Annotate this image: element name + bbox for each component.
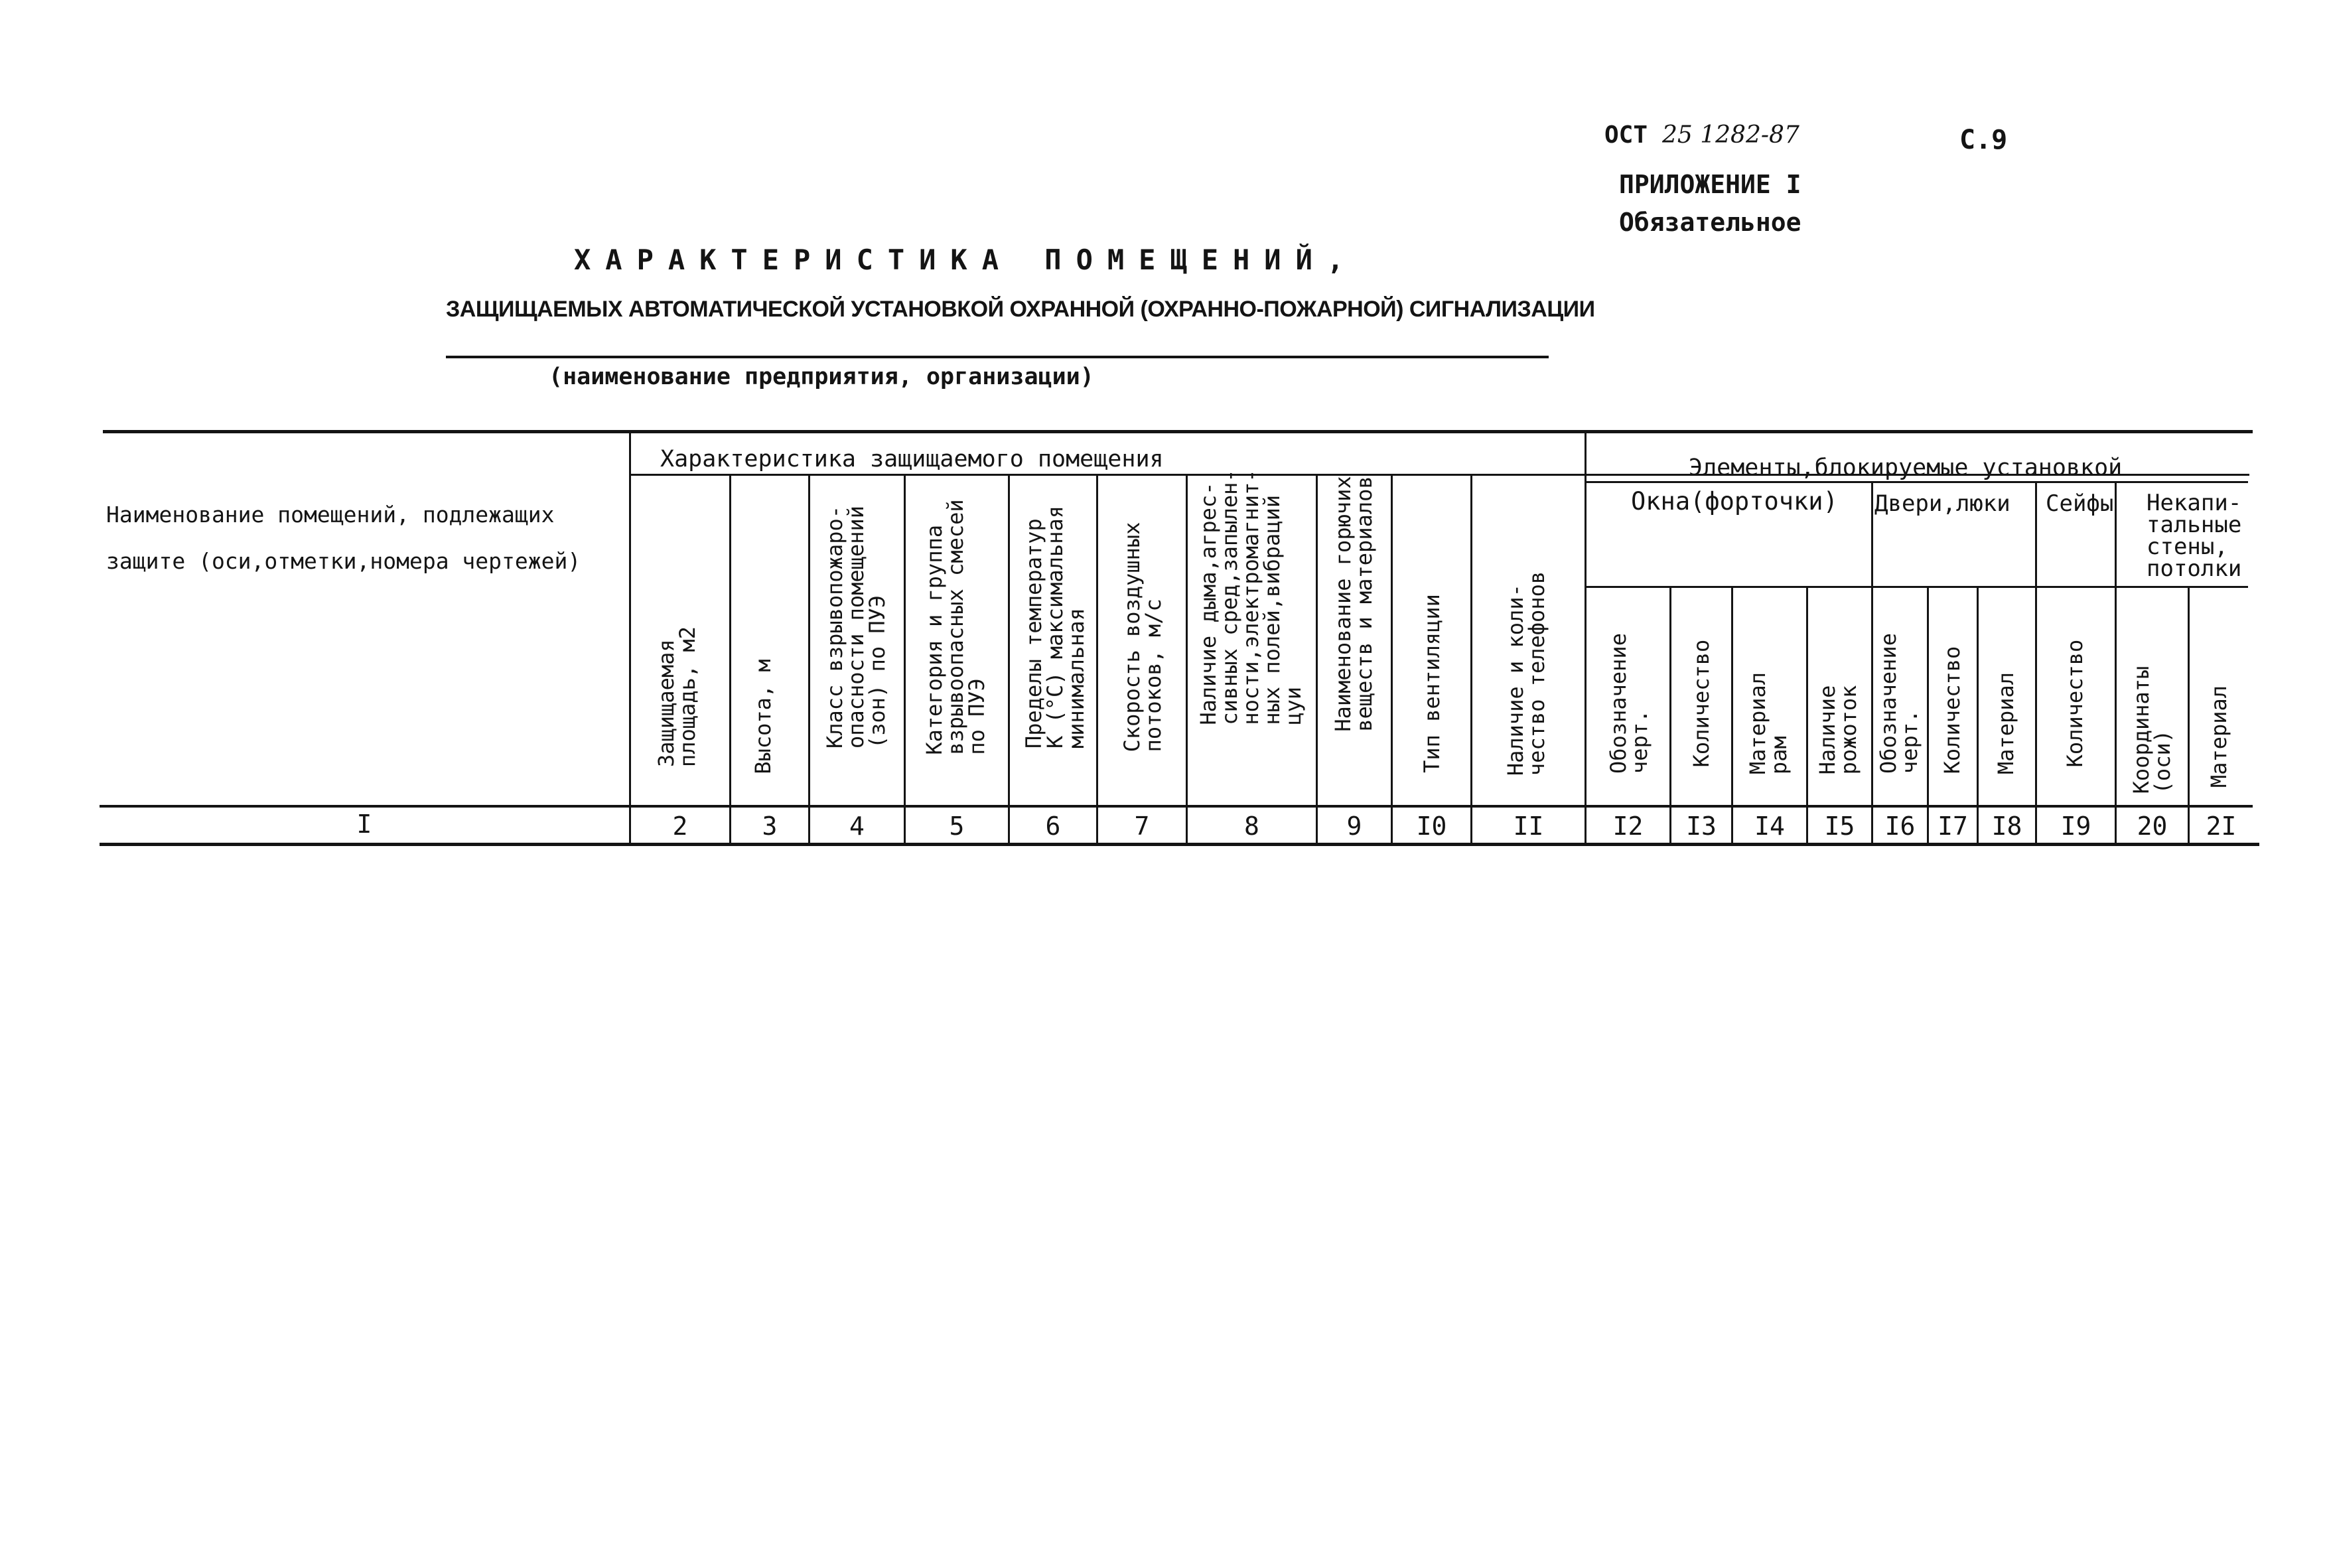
standard-label: ОСТ (1604, 121, 1648, 149)
col-number: 2I (2206, 812, 2237, 841)
col-ventilation-type: Тип вентиляции (1419, 594, 1445, 773)
col-number: I7 (1938, 812, 1968, 841)
vline-1 (629, 433, 631, 845)
vline-10 (1470, 476, 1472, 845)
col-wall-material: Материал (2206, 685, 2231, 788)
col-combustibles: Наименование горючих веществ и материалов (1330, 476, 1377, 732)
col-number: I2 (1612, 812, 1644, 841)
vline-6 (1096, 476, 1098, 845)
vline-3 (808, 476, 810, 845)
vline-8 (1316, 476, 1318, 845)
col-smoke-presence: Наличие дыма,агрес- сивных сред,запылен- ности,электромагнит- ных полей,вибраций цуи (1196, 469, 1306, 725)
col-number: 3 (762, 812, 778, 841)
col-door-count: Количество (1939, 646, 1965, 774)
appendix-status: Обязательное (1619, 208, 1801, 237)
col-number: 5 (949, 812, 965, 841)
vline-14 (1806, 586, 1808, 845)
vline-19 (2115, 481, 2117, 845)
vline-9 (1391, 476, 1393, 845)
col-temperature-limits: Пределы температур К (°С) максимальная минимальная (1021, 505, 1089, 749)
col-number: 2 (672, 812, 688, 841)
col-explosion-class: Класс взрывопожаро- опасности помещений (зон) по ПУЭ (822, 505, 890, 749)
col-phones: Наличие и коли- чество телефонов (1503, 571, 1549, 776)
col-coordinates: Координаты (оси) (2129, 666, 2175, 794)
subgroup-walls-l2: тальные (2147, 512, 2242, 538)
col-number: 4 (849, 812, 865, 841)
col-number: 20 (2137, 812, 2168, 841)
subgroup-walls-l3: стены, (2147, 534, 2228, 560)
vline-17 (1977, 586, 1979, 845)
vline-11 (1585, 433, 1587, 845)
appendix-label: ПРИЛОЖЕНИЕ I (1619, 170, 1801, 199)
subgroup-walls-l1: Некапи- (2147, 490, 2242, 516)
subgroup-rule (1585, 586, 2248, 588)
standard-number: 25 1282-87 (1662, 121, 1799, 149)
col-number: I3 (1686, 812, 1717, 841)
document-subtitle: ЗАЩИЩАЕМЫХ АВТОМАТИЧЕСКОЙ УСТАНОВКОЙ ОХРАННОЙ (ОХРАННО-ПОЖАРНОЙ) СИГНАЛИЗАЦИИ (446, 297, 1595, 322)
subgroup-doors: Двери,люки (1874, 490, 2010, 517)
col-number: I5 (1824, 812, 1855, 841)
col-door-material: Материал (1993, 672, 2018, 775)
subgroup-walls-l4: потолки (2147, 555, 2242, 582)
subgroup-safes: Сейфы (2046, 490, 2114, 517)
col-vents: Наличие рожоток (1815, 685, 1861, 775)
col-number: 8 (1244, 812, 1259, 841)
vline-2 (729, 476, 731, 845)
vline-20 (2188, 586, 2190, 845)
vline-5 (1008, 476, 1010, 845)
col-number: II (1513, 812, 1544, 841)
organization-caption: (наименование предприятия, организации) (549, 364, 1094, 390)
table-bottom-rule (100, 843, 2259, 846)
header-bottom-rule (100, 805, 2253, 808)
vline-18 (2035, 481, 2037, 845)
col-window-count: Количество (1689, 639, 1714, 768)
col1-header-line1: Наименование помещений, подлежащих (106, 502, 555, 528)
vline-12 (1669, 586, 1671, 845)
col-number: I4 (1754, 812, 1785, 841)
vline-4 (904, 476, 906, 845)
col-protected-area: Защищаемая площадь, м2 (654, 626, 700, 767)
col-number: I8 (1991, 812, 2022, 841)
col1-header-line2: защите (оси,отметки,номера чертежей) (106, 548, 581, 574)
col-number: I9 (2060, 812, 2091, 841)
table-top-rule (103, 430, 2253, 433)
vline-13 (1731, 586, 1733, 845)
col-number: 6 (1045, 812, 1061, 841)
vline-15 (1871, 481, 1873, 845)
col-number: I (356, 810, 372, 839)
group2-rule (1585, 481, 2248, 483)
subgroup-windows: Окна(форточки) (1631, 487, 1838, 516)
vline-16 (1927, 586, 1929, 845)
group-room-characteristics: Характеристика защищаемого помещения (660, 446, 1164, 472)
col-door-drawing: Обозначение черт. (1876, 633, 1922, 774)
page-number: С.9 (1959, 125, 2008, 155)
col-number: 9 (1346, 812, 1362, 841)
col-air-speed: Скорость воздушных потоков, м/с (1119, 522, 1166, 752)
col-window-drawing: Обозначение черт. (1606, 633, 1652, 774)
col-mixture-category: Категория и группа взрывоопасных смесей по ПУЭ (922, 499, 989, 755)
group-blocked-elements: Элементы,блокируемые установкой (1689, 455, 2123, 481)
col-number: I6 (1884, 812, 1916, 841)
col-safe-count: Количество (2062, 639, 2087, 768)
col-height: Высота, м (750, 659, 776, 774)
col-number: 7 (1134, 812, 1150, 841)
document-title: ХАРАКТЕРИСТИКА ПОМЕЩЕНИЙ, (574, 244, 1359, 276)
col-number: I0 (1416, 812, 1447, 841)
vline-7 (1186, 476, 1188, 845)
col-frame-material: Материал рам (1745, 672, 1792, 775)
